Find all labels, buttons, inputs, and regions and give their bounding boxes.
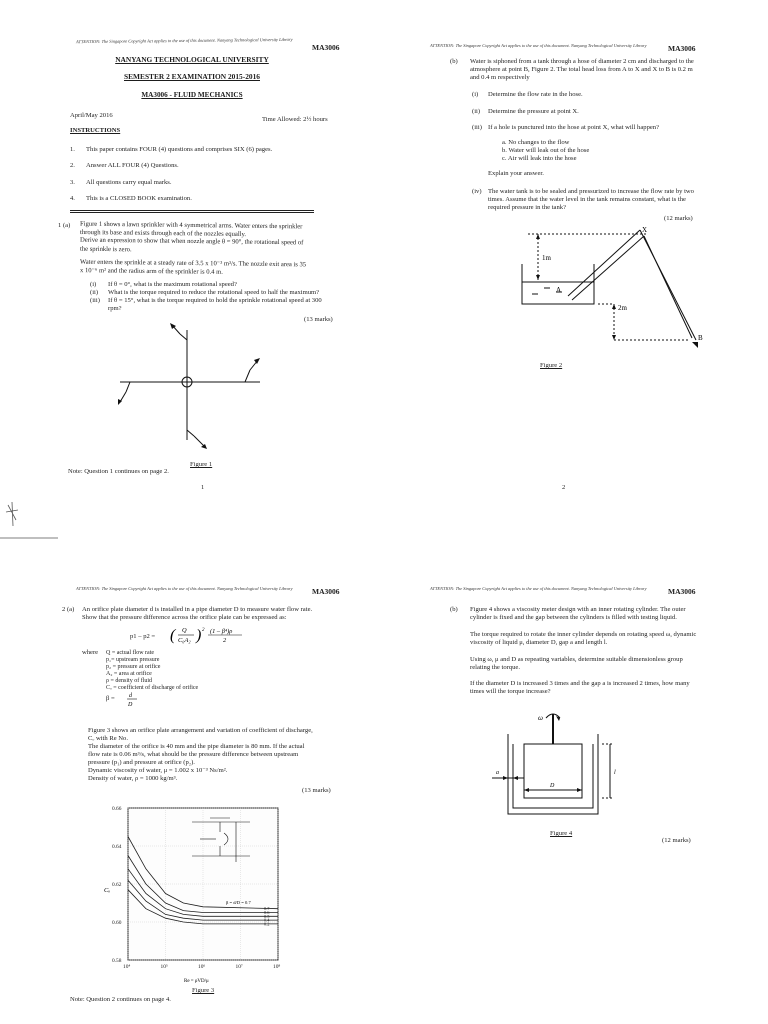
question-text-line: viscosity of liquid μ, diameter D, gap a and length l. <box>470 639 608 646</box>
where-label: where <box>82 649 99 656</box>
height-1m-label: 1m <box>542 254 551 262</box>
course-code: MA3006 <box>668 587 696 596</box>
sub-part-text: What is the torque required to reduce the rotational speed to half the maximum? <box>108 289 320 296</box>
question-text-line: the sprinkle is zero. <box>79 245 132 254</box>
sub-part-text: The water tank is to be sealed and pressurized to increase the flow rate by two <box>488 188 694 195</box>
instruction-text: All questions carry equal marks. <box>86 179 172 186</box>
viscometer-figure <box>484 710 644 830</box>
x-tick-label: 10⁴ <box>123 964 131 970</box>
explain-text: Explain your answer. <box>488 170 544 177</box>
svg-text:C₀A₂: C₀A₂ <box>178 637 191 644</box>
description-line: pressure (p₁) and pressure at orifice (p₂). <box>88 759 195 766</box>
height-2m-label: 2m <box>618 304 627 312</box>
definition-line: Q = actual flow rate <box>106 650 155 656</box>
marks: (12 marks) <box>664 215 693 222</box>
x-tick-label: 10⁷ <box>235 964 243 970</box>
description-line: Figure 3 shows an orifice plate arrangement and variation of coefficient of discharge, <box>88 727 313 734</box>
description-line: Density of water, ρ = 1000 kg/m³. <box>88 775 178 782</box>
course-title: MA3006 - FLUID MECHANICS <box>141 91 243 99</box>
question-label: (b) <box>450 606 458 613</box>
question-text-line: Water is siphoned from a tank through a hose of diameter 2 cm and discharged to the <box>470 58 694 65</box>
series-label: 0.4 <box>264 917 270 923</box>
exam-page-2 <box>384 0 768 512</box>
svg-text:(: ( <box>170 627 176 644</box>
question-text-line: Figure 1 shows a lawn sprinkler with 4 symmetrical arms. Water enters the sprinkler <box>79 220 303 231</box>
answer-option: b. Water will leak out of the hose <box>502 147 590 154</box>
point-x-label: X <box>642 226 648 234</box>
copyright-notice: ATTENTION: The Singapore Copyright Act applies to the use of this document. Nanyang Technological University Library <box>430 586 647 591</box>
question-label: 2 (a) <box>62 606 75 613</box>
y-tick-label: 0.64 <box>112 844 122 850</box>
sub-part-text: rpm? <box>108 305 122 312</box>
figure-caption: Figure 1 <box>190 461 213 468</box>
y-tick-label: 0.58 <box>112 958 122 964</box>
svg-text:2: 2 <box>223 637 227 644</box>
instruction-text: This paper contains FOUR (4) questions and comprises SIX (6) pages. <box>86 146 273 153</box>
sub-part-num: (iii) <box>90 297 100 304</box>
continuation-note: Note: Question 2 continues on page 4. <box>70 996 171 1003</box>
course-code: MA3006 <box>312 587 340 596</box>
beta-fraction <box>126 690 142 710</box>
question-text-line: The torque required to rotate the inner cylinder depends on rotating speed ω, dynamic <box>470 631 697 638</box>
svg-text:Q: Q <box>182 627 187 634</box>
instruction-text: Answer ALL FOUR (4) Questions. <box>86 162 179 169</box>
time-allowed: Time Allowed: 2½ hours <box>262 116 328 123</box>
instruction-num: 3. <box>70 179 75 186</box>
sub-part-text: Determine the flow rate in the hose. <box>488 91 583 98</box>
siphon-figure <box>514 222 714 362</box>
series-label: 0.7 <box>264 906 270 912</box>
course-code: MA3006 <box>668 44 696 53</box>
sub-part-text: If θ = 0°, what is the maximum rotational speed? <box>108 281 237 288</box>
definition-line: p₂ = pressure at orifice <box>106 664 161 670</box>
description-line: Cₒ with Re No. <box>88 735 128 742</box>
marks: (12 marks) <box>662 837 691 844</box>
question-text-line: Using ω, μ and D as repeating variables, determine suitable dimensionless group <box>470 656 683 663</box>
question-text-line: If the diameter D is increased 3 times and the gap a is increased 2 times, how many <box>470 680 690 687</box>
svg-text:(1 – β⁴)ρ: (1 – β⁴)ρ <box>210 628 233 635</box>
y-tick-label: 0.66 <box>112 806 122 812</box>
series-label: 0.2 <box>264 921 270 927</box>
y-tick-label: 0.62 <box>112 882 122 888</box>
figure-caption: Figure 2 <box>540 362 563 369</box>
instruction-num: 1. <box>70 146 75 153</box>
definition-line: ρ = density of fluid <box>106 678 153 684</box>
description-line: Dynamic viscosity of water, μ = 1.002 x 10⁻³ Ns/m². <box>88 767 228 774</box>
marks: (13 marks) <box>302 787 331 794</box>
marks: (13 marks) <box>304 316 333 323</box>
figure-caption: Figure 3 <box>192 987 215 994</box>
sub-part-num: (ii) <box>472 108 481 115</box>
answer-option: a. No changes to the flow <box>502 139 570 146</box>
exam-page-1 <box>0 0 384 512</box>
instructions-heading: INSTRUCTIONS <box>70 127 121 134</box>
exam-page-4 <box>384 512 768 1024</box>
semester-title: SEMESTER 2 EXAMINATION 2015-2016 <box>124 72 260 81</box>
instruction-num: 4. <box>70 195 75 202</box>
question-text-line: times will the torque increase? <box>470 688 551 695</box>
sub-part-num: (iv) <box>472 188 482 195</box>
diameter-label: D <box>550 783 555 789</box>
sub-part-num: (iii) <box>472 124 482 131</box>
course-code: MA3006 <box>312 43 340 52</box>
x-axis-label: Re = ρVD/μ <box>184 979 209 984</box>
x-tick-label: 10⁶ <box>198 964 206 970</box>
sub-part-text: required pressure in the tank? <box>488 204 566 211</box>
definition-line: p₁= upstream pressure <box>106 657 160 663</box>
figure-caption: Figure 4 <box>550 830 573 837</box>
exam-date: April/May 2016 <box>70 112 113 119</box>
pressure-equation <box>168 622 278 652</box>
university-name: NANYANG TECHNOLOGICAL UNIVERSITY <box>115 55 269 64</box>
continuation-note: Note: Question 1 continues on page 2. <box>68 468 169 475</box>
sub-part-text: times. Assume that the water level in the tank remains constant, what is the <box>488 196 686 203</box>
series-label: 0.5 <box>264 913 270 919</box>
discharge-coefficient-chart <box>100 802 300 988</box>
question-text-line: x 10⁻⁶ m² and the radius arm of the sprinkler is 0.4 m. <box>79 267 223 276</box>
sub-part-num: (i) <box>472 91 479 98</box>
question-text-line: cylinder is fixed and the gap between the cylinders is filled with testing liquid. <box>470 614 677 621</box>
question-label: 1 (a) <box>58 222 71 229</box>
copyright-notice: ATTENTION: The Singapore Copyright Act applies to the use of this document. Nanyang Technological University Library <box>76 586 293 591</box>
sub-part-num: (i) <box>90 281 97 288</box>
sub-part-num: (ii) <box>90 289 99 296</box>
instruction-num: 2. <box>70 162 75 169</box>
y-axis-label: Cₒ <box>104 887 111 894</box>
y-tick-label: 0.60 <box>112 920 122 926</box>
copyright-notice: ATTENTION: The Singapore Copyright Act applies to the use of this document. Nanyang Technological University Library <box>430 43 647 48</box>
divider-line <box>70 210 314 211</box>
svg-text:2: 2 <box>202 628 205 633</box>
sub-part-text: If a hole is punctured into the hose at point X, what will happen? <box>488 124 660 131</box>
page-number: 2 <box>562 484 566 491</box>
answer-option: c. Air will leak into the hose <box>502 155 577 162</box>
page-number: 1 <box>201 484 205 491</box>
divider-line-2 <box>70 212 314 213</box>
question-text-line: and 0.4 m respectively <box>470 74 530 81</box>
definition-line: A₂ = area at orifice <box>106 671 152 677</box>
length-label: l <box>614 770 616 776</box>
sub-part-text: Determine the pressure at point X. <box>488 108 579 115</box>
point-b-label: B <box>698 334 703 342</box>
question-text-line: relating the torque. <box>470 664 520 671</box>
question-text-line: Water enters the sprinkle at a steady rate of 3.5 x 10⁻³ m³/s. The nozzle exit area is 35 <box>79 258 307 269</box>
svg-text:d: d <box>129 693 132 699</box>
description-line: The diameter of the orifice is 40 mm and the pipe diameter is 80 mm. If the actual <box>88 743 305 750</box>
svg-text:): ) <box>196 627 202 644</box>
question-text-line: atmosphere at point B, Figure 2. The total head loss from A to X and X to B is 0.2 m <box>470 66 693 73</box>
legend-label: β = d/D = 0.7 <box>226 900 251 905</box>
question-text-line: Show that the pressure difference across the orifice plate can be expressed as: <box>82 614 287 621</box>
question-text-line: An orifice plate diameter d is installed in a pipe diameter D to measure water flow rate. <box>82 606 313 613</box>
sprinkler-figure <box>110 320 270 460</box>
description-line: flow rate is 0.06 m³/s, what should be the pressure difference between upstream <box>88 751 299 758</box>
definition-line: Cₒ = coefficient of discharge of orifice <box>106 685 199 691</box>
svg-text:D: D <box>128 702 133 708</box>
gap-a-label: a <box>496 770 499 776</box>
sub-part-text: If θ = 15°, what is the torque required to hold the sprinkle rotational speed at 300 <box>108 297 322 304</box>
equation-lhs: p1 – p2 = <box>130 633 156 640</box>
question-label: (b) <box>450 58 458 65</box>
series-label: 0.6 <box>264 910 270 915</box>
instruction-text: This is a CLOSED BOOK examination. <box>86 195 192 202</box>
x-tick-label: 10⁵ <box>160 964 168 970</box>
x-tick-label: 10⁸ <box>273 964 281 970</box>
copyright-notice: ATTENTION: The Singapore Copyright Act applies to the use of this document. Nanyang Technological University Library <box>75 36 293 45</box>
question-text-line: Derive an expression to show that when nozzle angle θ = 90°, the rotational speed of <box>79 236 304 247</box>
exam-page-3 <box>0 512 384 1024</box>
point-a-label: A <box>556 286 562 294</box>
question-text-line: through its base and exists through each of the nozzles equally. <box>79 228 247 239</box>
omega-label: ω <box>538 714 543 722</box>
question-text-line: Figure 4 shows a viscosity meter design with an inner rotating cylinder. The outer <box>470 606 686 613</box>
beta-equation: β = <box>106 695 115 702</box>
